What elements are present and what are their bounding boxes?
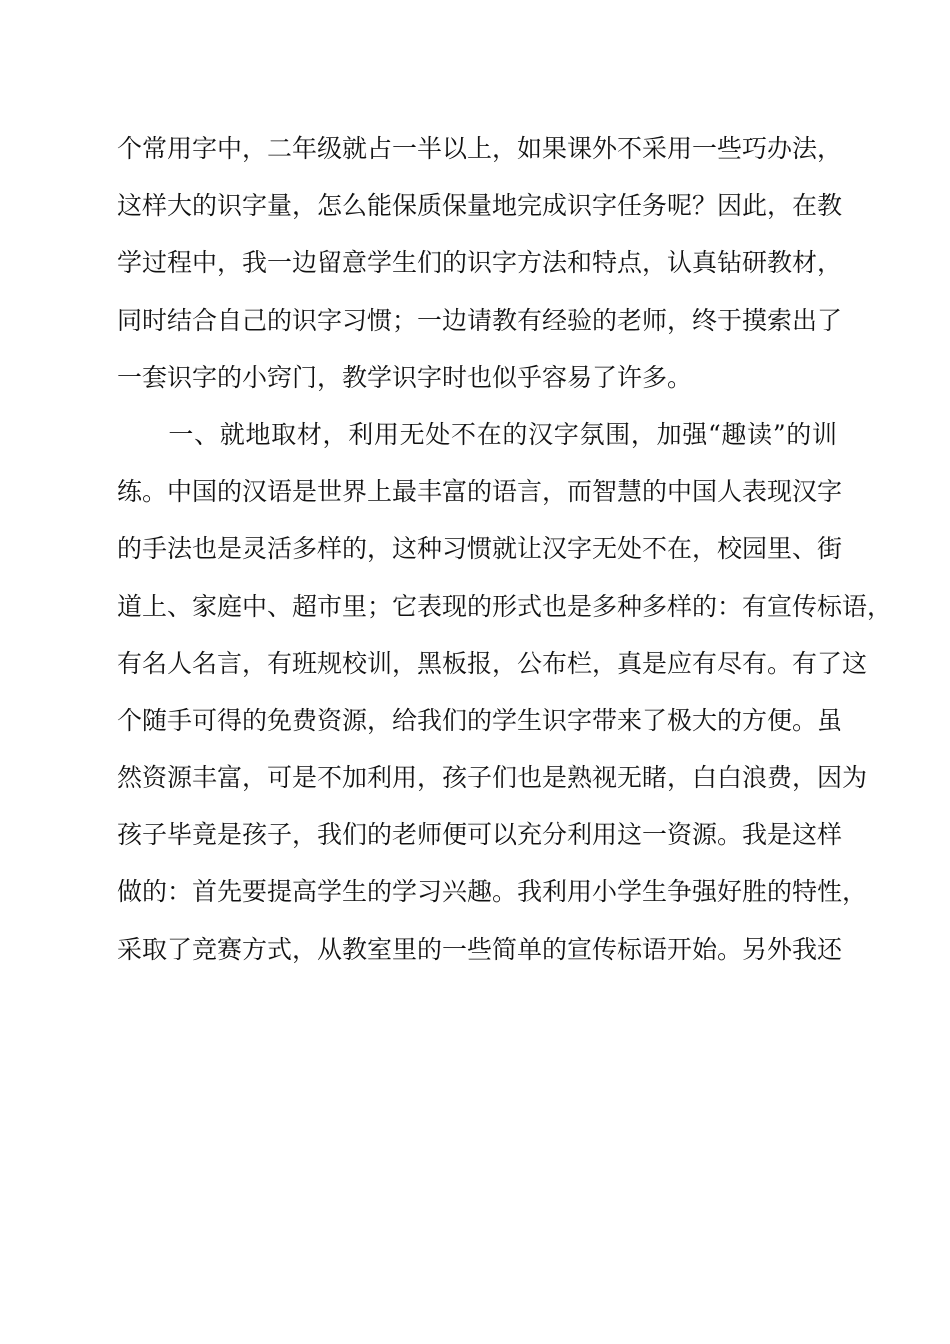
text-line: 练。中国的汉语是世界上最丰富的语言，而智慧的中国人表现汉字 xyxy=(117,477,843,507)
text-line: 这样大的识字量，怎么能保质保量地完成识字任务呢？因此，在教 xyxy=(117,191,843,221)
text-line: 道上、家庭中、超市里；它表现的形式也是多种多样的：有宣传标语， xyxy=(117,591,893,621)
body-text xyxy=(117,120,893,978)
text-line: 同时结合自己的识字习惯；一边请教有经验的老师，终于摸索出了 xyxy=(117,305,843,335)
text-line: 然资源丰富，可是不加利用，孩子们也是熟视无睹，白白浪费，因为 xyxy=(117,763,868,793)
text-line: 个随手可得的免费资源，给我们的学生识字带来了极大的方便。虽 xyxy=(117,705,843,735)
text-line: 一、就地取材，利用无处不在的汉字氛围，加强“趣读”的训 xyxy=(117,419,837,449)
text-line: 一套识字的小窍门，教学识字时也似乎容易了许多。 xyxy=(117,362,693,392)
text-line: 学过程中，我一边留意学生们的识字方法和特点，认真钻研教材， xyxy=(117,248,843,278)
text-line: 采取了竞赛方式，从教室里的一些简单的宣传标语开始。另外我还 xyxy=(117,934,843,964)
text-line: 个常用字中，二年级就占一半以上，如果课外不采用一些巧办法， xyxy=(117,134,843,163)
text-line: 孩子毕竟是孩子，我们的老师便可以充分利用这一资源。我是这样 xyxy=(117,820,843,850)
text-line: 有名人名言，有班规校训，黑板报，公布栏，真是应有尽有。有了这 xyxy=(117,648,868,678)
text-line: 的手法也是灵活多样的，这种习惯就让汉字无处不在，校园里、街 xyxy=(117,534,843,564)
text-line: 做的：首先要提高学生的学习兴趣。我利用小学生争强好胜的特性， xyxy=(117,877,868,907)
